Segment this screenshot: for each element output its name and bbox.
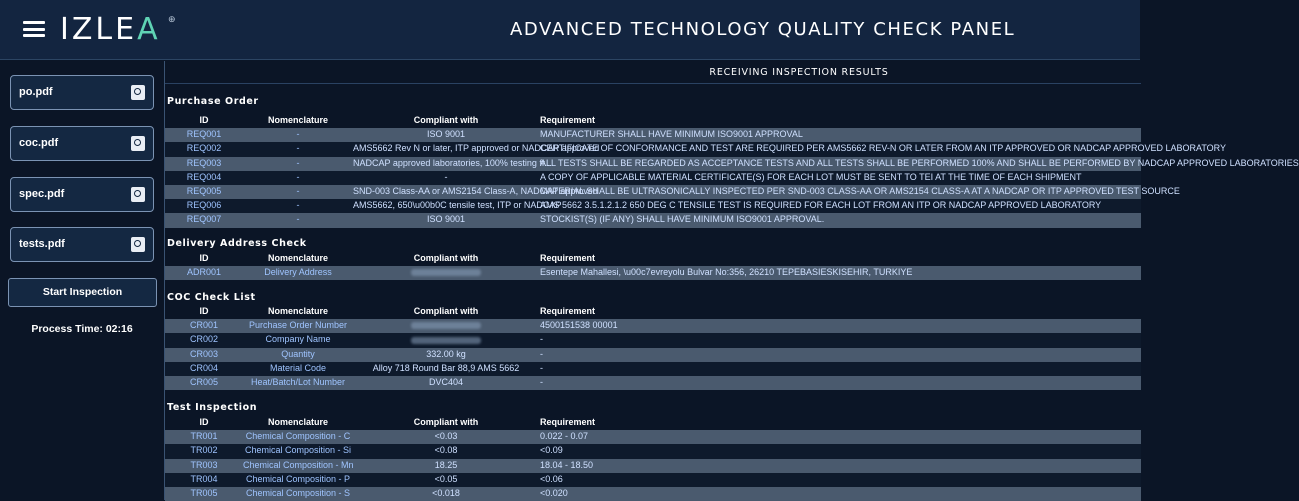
cell-comp: - <box>444 171 448 182</box>
table-row[interactable] <box>165 376 1141 390</box>
table-row[interactable] <box>165 444 1141 458</box>
cell-comp <box>353 267 539 277</box>
cell-id: TR001 <box>190 431 218 442</box>
table-purchase-order <box>165 114 1299 228</box>
file-name: tests.pdf <box>19 238 65 250</box>
column-header-requirement: Requirement <box>540 306 596 316</box>
table-header <box>165 252 1141 266</box>
cell-comp: <0.08 <box>434 445 458 456</box>
cell-req: CERTIFICATE OF CONFORMANCE AND TEST ARE REQUIRED PER AMS5662 REV-N OR LATER FROM AN ITP APPROVED OR NADCAP APPROVED LABORATORY <box>540 143 1226 154</box>
cell-id: REQ007 <box>186 214 222 225</box>
section-title-coc-check-list: COC Check List <box>167 292 256 303</box>
cell-req: 0.022 - 0.07 <box>540 431 589 442</box>
cell-req: - <box>540 348 543 359</box>
cell-id: TR003 <box>190 459 218 470</box>
table-header <box>165 114 1141 128</box>
divider <box>165 83 1141 84</box>
start-inspection-button[interactable]: Start Inspection <box>8 278 157 307</box>
table-row[interactable] <box>165 430 1141 444</box>
cell-req: 4500151538 00001 <box>540 320 618 331</box>
cell-nom: Chemical Composition - S <box>245 487 351 498</box>
process-time: Process Time: 02:16 <box>31 323 133 335</box>
menu-icon[interactable] <box>23 21 45 37</box>
column-header-requirement: Requirement <box>540 253 596 263</box>
table-delivery-address <box>165 252 1141 280</box>
cell-nom: - <box>296 143 300 154</box>
app-logo <box>60 12 161 47</box>
cell-req: A COPY OF APPLICABLE MATERIAL CERTIFICATE(S) FOR EACH LOT MUST BE SENT TO TEI AT THE TIME OF EACH SHIPMENT <box>540 171 1082 182</box>
cell-req: MANUFACTURER SHALL HAVE MINIMUM ISO9001 APPROVAL <box>540 129 803 140</box>
table-header <box>165 416 1141 430</box>
cell-req: <0.09 <box>540 445 563 456</box>
app-header <box>0 0 1140 60</box>
table-row[interactable] <box>165 157 1299 171</box>
cell-comp: Alloy 718 Round Bar 88,9 AMS 5662 <box>372 362 520 373</box>
cell-nom: - <box>296 200 300 211</box>
cell-nom: Chemical Composition - P <box>245 473 351 484</box>
cell-comp: ISO 9001 <box>426 129 466 140</box>
cell-req: - <box>540 334 543 345</box>
section-title-test-inspection: Test Inspection <box>167 402 258 413</box>
cell-comp: AMS5662, 650\u00b0C tensile test, ITP or NADCAP <box>353 200 562 211</box>
redacted-value <box>411 269 481 276</box>
cell-id: CR004 <box>189 362 218 373</box>
cell-comp: NADCAP approved laboratories, 100% testing fr... <box>353 157 552 168</box>
file-name: coc.pdf <box>19 137 59 149</box>
registered-mark-icon: ⊕ <box>168 14 176 24</box>
cell-comp: 332.00 kg <box>426 348 466 359</box>
cell-id: ADR001 <box>186 267 222 278</box>
table-row[interactable] <box>165 487 1141 501</box>
cell-comp: SND-003 Class-AA or AMS2154 Class-A, NADCAP approved <box>353 185 598 196</box>
cell-req: - <box>540 376 543 387</box>
table-coc-check-list <box>165 305 1141 390</box>
cell-comp <box>353 320 539 330</box>
results-title: RECEIVING INSPECTION RESULTS <box>709 67 889 78</box>
cell-req: STOCKIST(S) (IF ANY) SHALL HAVE MINIMUM ISO9001 APPROVAL. <box>540 214 825 225</box>
cell-comp: <0.05 <box>434 473 458 484</box>
column-header-nomenclature: Nomenclature <box>267 306 329 316</box>
cell-id: CR002 <box>189 334 218 345</box>
table-row[interactable] <box>165 266 1141 280</box>
cell-id: CR003 <box>189 348 218 359</box>
table-header <box>165 305 1141 319</box>
table-row[interactable] <box>165 319 1141 333</box>
table-row[interactable] <box>165 171 1141 185</box>
cell-req: Esentepe Mahallesi, \u00c7evreyolu Bulvar No:356, 26210 TEPEBASIESKISEHIR, TURKIYE <box>540 267 913 278</box>
cell-comp: 18.25 <box>434 459 458 470</box>
table-row[interactable] <box>165 213 1141 227</box>
cell-nom: Chemical Composition - C <box>245 431 351 442</box>
cell-id: REQ006 <box>186 200 222 211</box>
file-item-tests[interactable] <box>10 227 154 262</box>
section-title-purchase-order: Purchase Order <box>167 96 259 107</box>
column-header-compliant: Compliant with <box>413 115 479 125</box>
column-header-compliant: Compliant with <box>413 417 479 427</box>
cell-nom: Material Code <box>269 362 327 373</box>
table-row[interactable] <box>165 348 1141 362</box>
cell-req: - <box>540 362 543 373</box>
cell-req: 18.04 - 18.50 <box>540 459 594 470</box>
column-header-id: ID <box>199 115 209 125</box>
file-item-coc[interactable] <box>10 126 154 161</box>
cell-req: ALL TESTS SHALL BE REGARDED AS ACCEPTANCE TESTS AND ALL TESTS SHALL BE PERFORMED 100% AND SHALL BE PERFORMED BY NADCAP APPROVED LABORATORIES <box>540 157 1299 168</box>
column-header-id: ID <box>199 306 209 316</box>
document-search-icon[interactable] <box>131 136 145 151</box>
table-row[interactable] <box>165 473 1141 487</box>
table-row[interactable] <box>165 199 1141 213</box>
document-search-icon[interactable] <box>131 237 145 252</box>
table-row[interactable] <box>165 185 1180 199</box>
cell-nom: - <box>296 129 300 140</box>
cell-nom: - <box>296 171 300 182</box>
file-name: spec.pdf <box>19 188 65 200</box>
cell-id: REQ002 <box>186 143 222 154</box>
file-name: po.pdf <box>19 86 53 98</box>
redacted-value <box>411 322 481 329</box>
cell-nom: Heat/Batch/Lot Number <box>250 376 346 387</box>
cell-nom: - <box>296 214 300 225</box>
cell-id: REQ001 <box>186 129 222 140</box>
cell-id: CR005 <box>189 376 218 387</box>
cell-id: REQ003 <box>186 157 222 168</box>
file-item-spec[interactable] <box>10 177 154 212</box>
column-header-requirement: Requirement <box>540 417 596 427</box>
cell-id: TR002 <box>190 445 218 456</box>
cell-nom: - <box>296 185 300 196</box>
column-header-compliant: Compliant with <box>413 306 479 316</box>
cell-req: <0.06 <box>540 473 563 484</box>
logo-accent: A <box>137 12 161 47</box>
cell-nom: Quantity <box>281 348 315 359</box>
column-header-nomenclature: Nomenclature <box>267 253 329 263</box>
cell-comp: DVC404 <box>428 376 464 387</box>
cell-req: MATERIAL SHALL BE ULTRASONICALLY INSPECTED PER SND-003 CLASS-AA OR AMS2154 CLASS-A AT A NADCAP OR ITP APPROVED TEST SOURCE <box>540 185 1180 196</box>
file-item-po[interactable] <box>10 75 154 110</box>
cell-comp: <0.03 <box>434 431 458 442</box>
section-title-delivery-address: Delivery Address Check <box>167 238 307 249</box>
table-row[interactable] <box>165 142 1226 156</box>
cell-comp: AMS5662 Rev N or later, ITP approved or NADCAP approved <box>353 143 600 154</box>
cell-nom: Chemical Composition - Mn <box>243 459 354 470</box>
sidebar <box>0 61 164 500</box>
column-header-requirement: Requirement <box>540 115 596 125</box>
column-header-nomenclature: Nomenclature <box>267 115 329 125</box>
column-header-compliant: Compliant with <box>413 253 479 263</box>
page-title: ADVANCED TECHNOLOGY QUALITY CHECK PANEL <box>510 19 1016 40</box>
cell-id: REQ005 <box>186 185 222 196</box>
column-header-id: ID <box>199 417 209 427</box>
cell-comp: ISO 9001 <box>426 214 466 225</box>
cell-id: TR004 <box>190 473 218 484</box>
column-header-id: ID <box>199 253 209 263</box>
table-row[interactable] <box>165 459 1141 473</box>
cell-comp <box>353 334 539 344</box>
cell-nom: Delivery Address <box>264 267 332 278</box>
table-test-inspection <box>165 416 1141 501</box>
cell-comp: <0.018 <box>432 487 460 498</box>
document-search-icon[interactable] <box>131 85 145 100</box>
table-row[interactable] <box>165 128 1141 142</box>
document-search-icon[interactable] <box>131 187 145 202</box>
results-panel <box>164 61 1299 500</box>
cell-id: CR001 <box>189 320 218 331</box>
redacted-value <box>411 337 481 344</box>
cell-id: TR005 <box>190 487 218 498</box>
table-row[interactable] <box>165 333 1141 347</box>
column-header-nomenclature: Nomenclature <box>267 417 329 427</box>
table-row[interactable] <box>165 362 1141 376</box>
cell-req: AMS 5662 3.5.1.2.1.2 650 DEG C TENSILE TEST IS REQUIRED FOR EACH LOT FROM AN ITP OR NADCAP APPROVED LABORATORY <box>540 200 1102 211</box>
cell-req: <0.020 <box>540 487 568 498</box>
cell-nom: Purchase Order Number <box>248 320 348 331</box>
cell-nom: - <box>296 157 300 168</box>
logo-text: IZLE <box>60 12 138 47</box>
cell-nom: Company Name <box>265 334 331 345</box>
cell-nom: Chemical Composition - Si <box>244 445 352 456</box>
cell-id: REQ004 <box>186 171 222 182</box>
